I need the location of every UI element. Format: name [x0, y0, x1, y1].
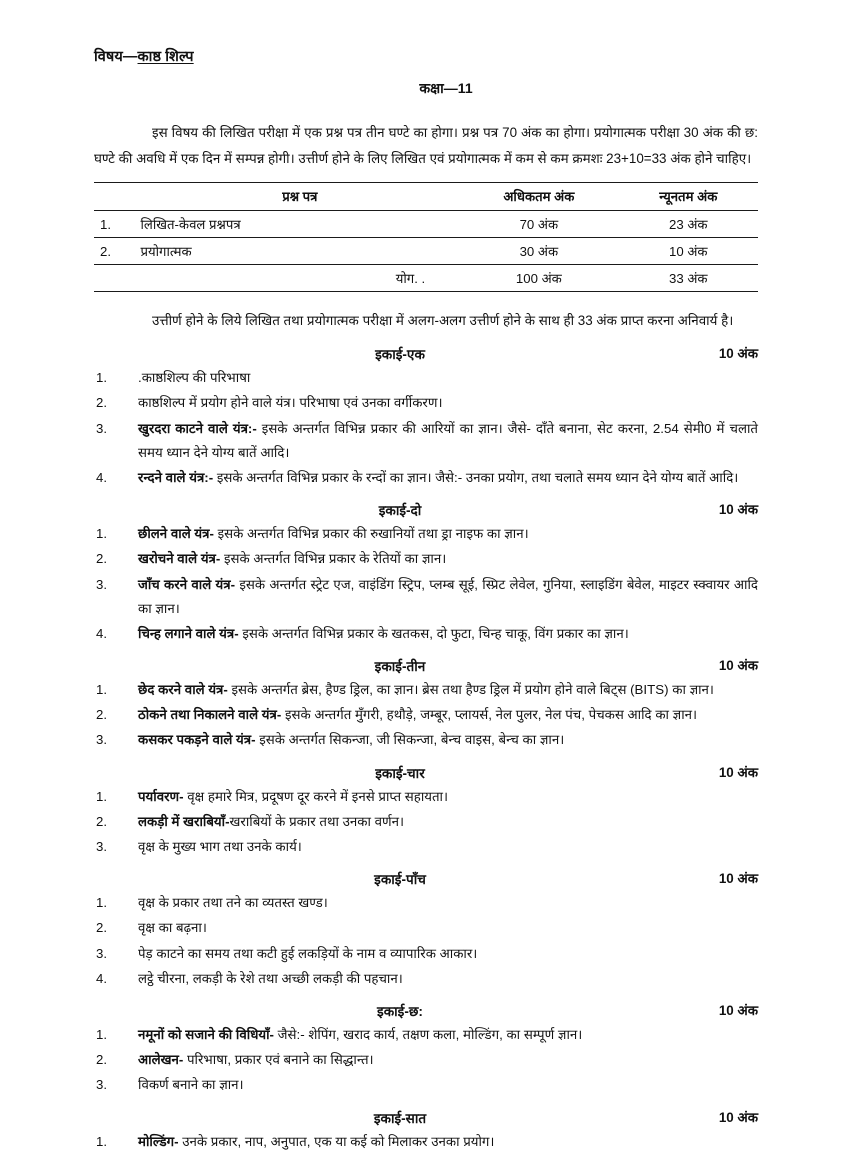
units-container	[94, 344, 758, 1154]
intro-paragraph-2: उत्तीर्ण होने के लिये लिखित तथा प्रयोगात्मक परीक्षा में अलग-अलग उत्तीर्ण होने के साथ ही 33 अंक प्राप्त करना अनिवार्य है।	[152, 313, 734, 329]
list-item-text: वृक्ष के प्रकार तथा तने का व्यतस्त खण्ड।	[138, 895, 328, 911]
cell-paper: प्रयोगात्मक	[140, 244, 192, 260]
list-item-number: 2.	[96, 551, 107, 567]
list-item-text: उनके प्रकार, नाप, अनुपात, एक या कई को मिलाकर उनका प्रयोग।	[178, 1133, 495, 1149]
unit-title: इकाई-तीन	[374, 659, 426, 675]
header-max-marks: अधिकतम अंक	[503, 189, 575, 205]
cell-serial-empty	[94, 265, 140, 292]
list-item-number: 4.	[96, 625, 107, 641]
list-item	[94, 678, 758, 702]
list-item	[94, 522, 758, 546]
list-item-number: 3.	[96, 420, 107, 436]
table-row	[94, 211, 758, 238]
unit-block	[94, 1108, 758, 1154]
unit-header	[94, 344, 758, 364]
list-item-text: वृक्ष के मुख्य भाग तथा उनके कार्य।	[138, 839, 302, 855]
list-item-text: परिभाषा, प्रकार एवं बनाने का सिद्धान्त।	[183, 1052, 374, 1068]
unit-item-list	[94, 785, 758, 860]
total-max-marks: 100 अंक	[515, 271, 562, 287]
unit-title: इकाई-छ:	[377, 1003, 423, 1019]
list-item-text: पेड़ काटने का समय तथा कटी हुई लकड़ियों के नाम व व्यापारिक आकार।	[138, 945, 478, 961]
list-item-lead: ठोकने तथा निकालने वाले यंत्र-	[138, 707, 282, 723]
unit-header	[94, 763, 758, 783]
list-item	[94, 366, 758, 390]
list-item-text: इसके अन्तर्गत विभिन्न प्रकार के रन्दों का ज्ञान। जैसे:- उनका प्रयोग, तथा चलाते समय ध्यान देने योग्य बातें आदि।	[213, 469, 739, 485]
list-item-number: 1.	[96, 682, 107, 698]
class-line: कक्षा—11	[419, 80, 473, 96]
unit-block	[94, 763, 758, 860]
list-item-text: इसके अन्तर्गत विभिन्न प्रकार के खतकस, दो फुटा, चिन्ह चाकू, विंग प्रकार का ज्ञान।	[238, 625, 629, 641]
list-item-lead: खरोचने वाले यंत्र-	[138, 551, 221, 567]
unit-marks: 10 अंक	[718, 502, 758, 518]
cell-min-marks: 23 अंक	[669, 217, 708, 233]
list-item-text: इसके अन्तर्गत विभिन्न प्रकार के रेतियों का ज्ञान।	[220, 551, 447, 567]
cell-max-marks: 30 अंक	[519, 244, 559, 260]
total-min-marks: 33 अंक	[669, 271, 708, 287]
list-item-lead: खुरदरा काटने वाले यंत्र:-	[138, 420, 257, 436]
list-item	[94, 810, 758, 834]
table-total-row	[94, 265, 758, 292]
unit-title: इकाई-चार	[375, 765, 425, 781]
unit-block	[94, 500, 758, 646]
list-item-number: 4.	[96, 970, 107, 986]
list-item-text: विकर्ण बनाने का ज्ञान।	[138, 1077, 244, 1093]
list-item-lead: लकड़ी में खराबियाँ-	[138, 813, 230, 829]
list-item-number: 3.	[96, 1077, 107, 1093]
list-item-number: 1.	[96, 788, 107, 804]
list-item	[94, 967, 758, 991]
list-item-lead: जाँच करने वाले यंत्र-	[138, 576, 236, 592]
list-item-text: वृक्ष हमारे मित्र, प्रदूषण दूर करने में इनसे प्राप्त सहायता।	[183, 788, 449, 804]
list-item	[94, 1130, 758, 1154]
header-min-marks: न्यूनतम अंक	[659, 189, 718, 205]
list-item-text: काष्ठशिल्प में प्रयोग होने वाले यंत्र। परिभाषा एवं उनका वर्गीकरण।	[138, 395, 443, 411]
marks-table	[94, 182, 758, 292]
unit-block	[94, 656, 758, 753]
list-item-lead: पर्यावरण-	[138, 788, 184, 804]
unit-header	[94, 1001, 758, 1021]
list-item-number: 2.	[96, 395, 107, 411]
list-item-number: 3.	[96, 945, 107, 961]
list-item-text: इसके अन्तर्गत स्ट्रेट एज, वाइंडिंग स्ट्रिप, प्लम्ब सूई, स्प्रिट लेवेल, गुनिया, स्लाइडिंग बेवेल, माइटर स्क्वायर आदि का ज्ञान।	[138, 576, 758, 616]
list-item	[94, 391, 758, 415]
list-item	[94, 916, 758, 940]
unit-header	[94, 656, 758, 676]
list-item-lead: कसकर पकड़ने वाले यंत्र-	[138, 732, 256, 748]
list-item-text: .काष्ठशिल्प की परिभाषा	[138, 370, 251, 386]
unit-header	[94, 1108, 758, 1128]
marks-table-head	[94, 183, 758, 211]
table-row	[94, 238, 758, 265]
unit-title: इकाई-सात	[373, 1110, 427, 1126]
list-item	[94, 835, 758, 859]
unit-item-list	[94, 522, 758, 646]
list-item-lead: छेद करने वाले यंत्र-	[138, 682, 228, 698]
unit-marks: 10 अंक	[718, 1002, 758, 1018]
list-item	[94, 1073, 758, 1097]
list-item-number: 2.	[96, 1052, 107, 1068]
subject-prefix: विषय—	[94, 49, 138, 65]
list-item-text: इसके अन्तर्गत मुँगरी, हथौड़े, जम्बूर, प्लायर्स, नेल पुलर, नेल पंच, पेचकस आदि का ज्ञान।	[281, 707, 698, 723]
list-item	[94, 466, 758, 490]
list-item-lead: छीलने वाले यंत्र-	[138, 526, 214, 542]
unit-item-list	[94, 366, 758, 490]
unit-title: इकाई-दो	[378, 503, 422, 519]
list-item-number: 1.	[96, 370, 107, 386]
subject-name: काष्ठ शिल्प	[137, 49, 194, 65]
list-item-text: वृक्ष का बढ़ना।	[138, 920, 207, 936]
marks-table-body	[94, 211, 758, 292]
list-item-text: इसके अन्तर्गत ब्रेस, हैण्ड ड्रिल, का ज्ञान। ब्रेस तथा हैण्ड ड्रिल में प्रयोग होने वाले बिट्स (BITS) का ज्ञान।	[227, 682, 714, 698]
unit-item-list	[94, 1023, 758, 1098]
unit-header	[94, 500, 758, 520]
cell-max-marks: 70 अंक	[519, 217, 559, 233]
unit-block	[94, 344, 758, 490]
list-item-number: 3.	[96, 732, 107, 748]
list-item	[94, 417, 758, 465]
unit-item-list	[94, 678, 758, 753]
list-item-lead: आलेखन-	[138, 1052, 184, 1068]
cell-serial: 1.	[100, 216, 111, 232]
list-item	[94, 622, 758, 646]
list-item	[94, 547, 758, 571]
header-serial	[94, 183, 140, 211]
list-item-number: 1.	[96, 895, 107, 911]
list-item	[94, 1048, 758, 1072]
unit-title: इकाई-पाँच	[374, 872, 426, 888]
list-item	[94, 942, 758, 966]
list-item-text: जैसे:- शेपिंग, खराद कार्य, तक्षण कला, मोल्डिंग, का सम्पूर्ण ज्ञान।	[273, 1026, 583, 1042]
list-item	[94, 891, 758, 915]
intro-paragraph-1: इस विषय की लिखित परीक्षा में एक प्रश्न पत्र तीन घण्टे का होगा। प्रश्न पत्र 70 अंक का होगा। प्रयोगात्मक परीक्षा 30 अंक की छ: घण्टे की अवधि में एक दिन में सम्पन्न होगी। उत्तीर्ण होने के लिए लिखित एवं प्रयोगात्मक में कम से कम क्रमशः 23+10=33 अंक होने चाहिए।	[94, 125, 758, 166]
unit-marks: 10 अंक	[718, 764, 758, 780]
list-item-number: 1.	[96, 1133, 107, 1149]
list-item-text: इसके अन्तर्गत सिकन्जा, जी सिकन्जा, बेन्च वाइस, बेन्च का ज्ञान।	[255, 732, 565, 748]
list-item	[94, 785, 758, 809]
unit-marks: 10 अंक	[718, 658, 758, 674]
list-item-text: खराबियों के प्रकार तथा उनका वर्णन।	[229, 813, 405, 829]
table-header-row	[94, 183, 758, 211]
unit-block	[94, 869, 758, 991]
list-item	[94, 728, 758, 752]
list-item-number: 2.	[96, 813, 107, 829]
unit-title: इकाई-एक	[375, 347, 425, 363]
list-item-number: 3.	[96, 839, 107, 855]
list-item-lead: मोल्डिंग-	[138, 1133, 179, 1149]
list-item-number: 4.	[96, 469, 107, 485]
list-item-text: इसके अन्तर्गत विभिन्न प्रकार की रुखानियों तथा ड्रा नाइफ का ज्ञान।	[213, 526, 529, 542]
unit-marks: 10 अंक	[718, 1109, 758, 1125]
list-item-number: 3.	[96, 576, 107, 592]
list-item-lead: चिन्ह लगाने वाले यंत्र-	[138, 625, 239, 641]
list-item-lead: नमूनों को सजाने की विधियाँ-	[138, 1026, 274, 1042]
page-title	[94, 46, 758, 66]
total-label: योग. .	[395, 271, 426, 287]
list-item	[94, 573, 758, 621]
unit-item-list	[94, 891, 758, 991]
list-item-text: इसके अन्तर्गत विभिन्न प्रकार की आरियों का ज्ञान। जैसे- दाँते बनाना, सेट करना, 2.54 सेमी0 में चलाते समय ध्यान देने योग्य बातें आदि।	[138, 420, 758, 460]
list-item-number: 1.	[96, 1026, 107, 1042]
unit-block	[94, 1001, 758, 1098]
unit-marks: 10 अंक	[718, 871, 758, 887]
unit-marks: 10 अंक	[718, 346, 758, 362]
list-item-number: 2.	[96, 707, 107, 723]
cell-min-marks: 10 अंक	[669, 244, 708, 260]
list-item-lead: रन्दने वाले यंत्र:-	[138, 469, 214, 485]
cell-paper: लिखित-केवल प्रश्नपत्र	[140, 217, 241, 233]
list-item-number: 1.	[96, 526, 107, 542]
list-item-number: 2.	[96, 920, 107, 936]
header-paper: प्रश्न पत्र	[282, 189, 318, 205]
list-item	[94, 1023, 758, 1047]
unit-item-list	[94, 1130, 758, 1154]
list-item	[94, 703, 758, 727]
cell-serial: 2.	[100, 243, 111, 259]
list-item-text: लट्ठे चीरना, लकड़ी के रेशे तथा अच्छी लकड़ी की पहचान।	[138, 970, 403, 986]
unit-header	[94, 869, 758, 889]
